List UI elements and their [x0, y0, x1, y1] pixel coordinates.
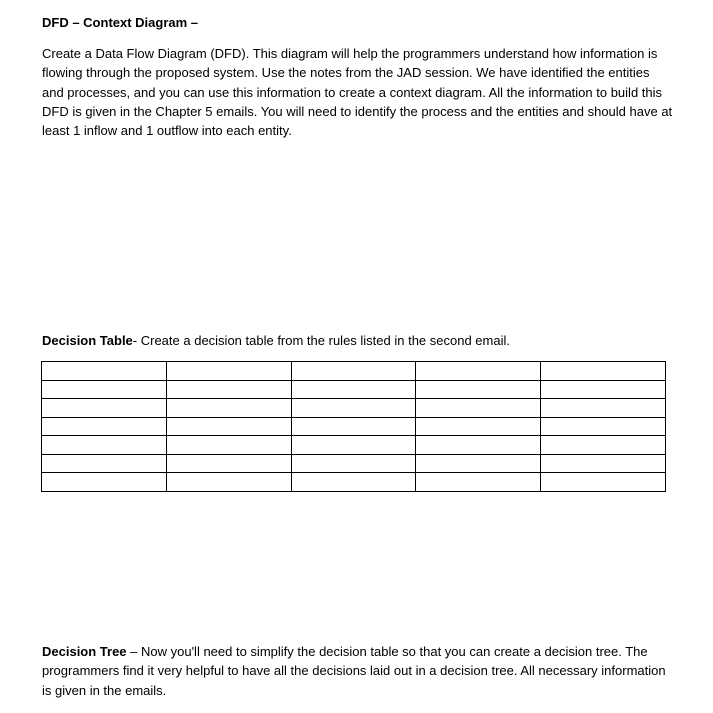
table-cell[interactable] — [291, 380, 416, 399]
table-cell[interactable] — [42, 436, 167, 455]
table-row — [42, 436, 666, 455]
dfd-heading: DFD – Context Diagram – — [42, 15, 199, 30]
table-cell[interactable] — [416, 454, 541, 473]
table-cell[interactable] — [42, 399, 167, 418]
table-cell[interactable] — [166, 362, 291, 381]
table-row — [42, 399, 666, 418]
table-cell[interactable] — [166, 417, 291, 436]
table-cell[interactable] — [416, 380, 541, 399]
table-cell[interactable] — [541, 473, 666, 492]
table-cell[interactable] — [42, 454, 167, 473]
table-row — [42, 473, 666, 492]
table-cell[interactable] — [42, 417, 167, 436]
table-cell[interactable] — [541, 436, 666, 455]
table-cell[interactable] — [166, 380, 291, 399]
table-row — [42, 454, 666, 473]
table-cell[interactable] — [42, 362, 167, 381]
table-cell[interactable] — [541, 380, 666, 399]
table-cell[interactable] — [166, 436, 291, 455]
table-cell[interactable] — [416, 473, 541, 492]
table-cell[interactable] — [291, 473, 416, 492]
table-cell[interactable] — [166, 454, 291, 473]
table-cell[interactable] — [541, 417, 666, 436]
table-row — [42, 362, 666, 381]
decision-table-text: - Create a decision table from the rules listed in the second email. — [132, 333, 510, 348]
table-cell[interactable] — [291, 399, 416, 418]
table-cell[interactable] — [291, 362, 416, 381]
table-cell[interactable] — [42, 380, 167, 399]
table-cell[interactable] — [416, 436, 541, 455]
dfd-instructions: Create a Data Flow Diagram (DFD). This diagram will help the programmers understand how information is flowing through the proposed system. Use the notes from the JAD session. We have identified the entities and processes, and you can use this information to create a context diagram. All the information to build this DFD is given in the Chapter 5 emails. You will need to identify the process and the entities and should have at least 1 inflow and 1 outflow into each entity. — [42, 46, 673, 139]
table-cell[interactable] — [42, 473, 167, 492]
decision-tree-text: – Now you'll need to simplify the decision table so that you can create a decision tree. The programmers find it very helpful to have all the decisions laid out in a decision tree. All necessary information is given in the emails. — [42, 644, 666, 698]
decision-table — [41, 361, 666, 492]
table-row — [42, 380, 666, 399]
table-cell[interactable] — [166, 473, 291, 492]
table-cell[interactable] — [541, 362, 666, 381]
table-cell[interactable] — [416, 362, 541, 381]
table-cell[interactable] — [166, 399, 291, 418]
table-cell[interactable] — [416, 399, 541, 418]
table-cell[interactable] — [291, 454, 416, 473]
decision-tree-instructions — [42, 642, 674, 700]
decision-tree-label: Decision Tree — [42, 644, 127, 659]
table-cell[interactable] — [541, 454, 666, 473]
decision-table-body — [42, 362, 666, 492]
table-row — [42, 417, 666, 436]
decision-table-instructions — [42, 331, 674, 350]
table-cell[interactable] — [291, 436, 416, 455]
table-cell[interactable] — [291, 417, 416, 436]
table-cell[interactable] — [541, 399, 666, 418]
table-cell[interactable] — [416, 417, 541, 436]
decision-table-label: Decision Table — [42, 333, 133, 348]
